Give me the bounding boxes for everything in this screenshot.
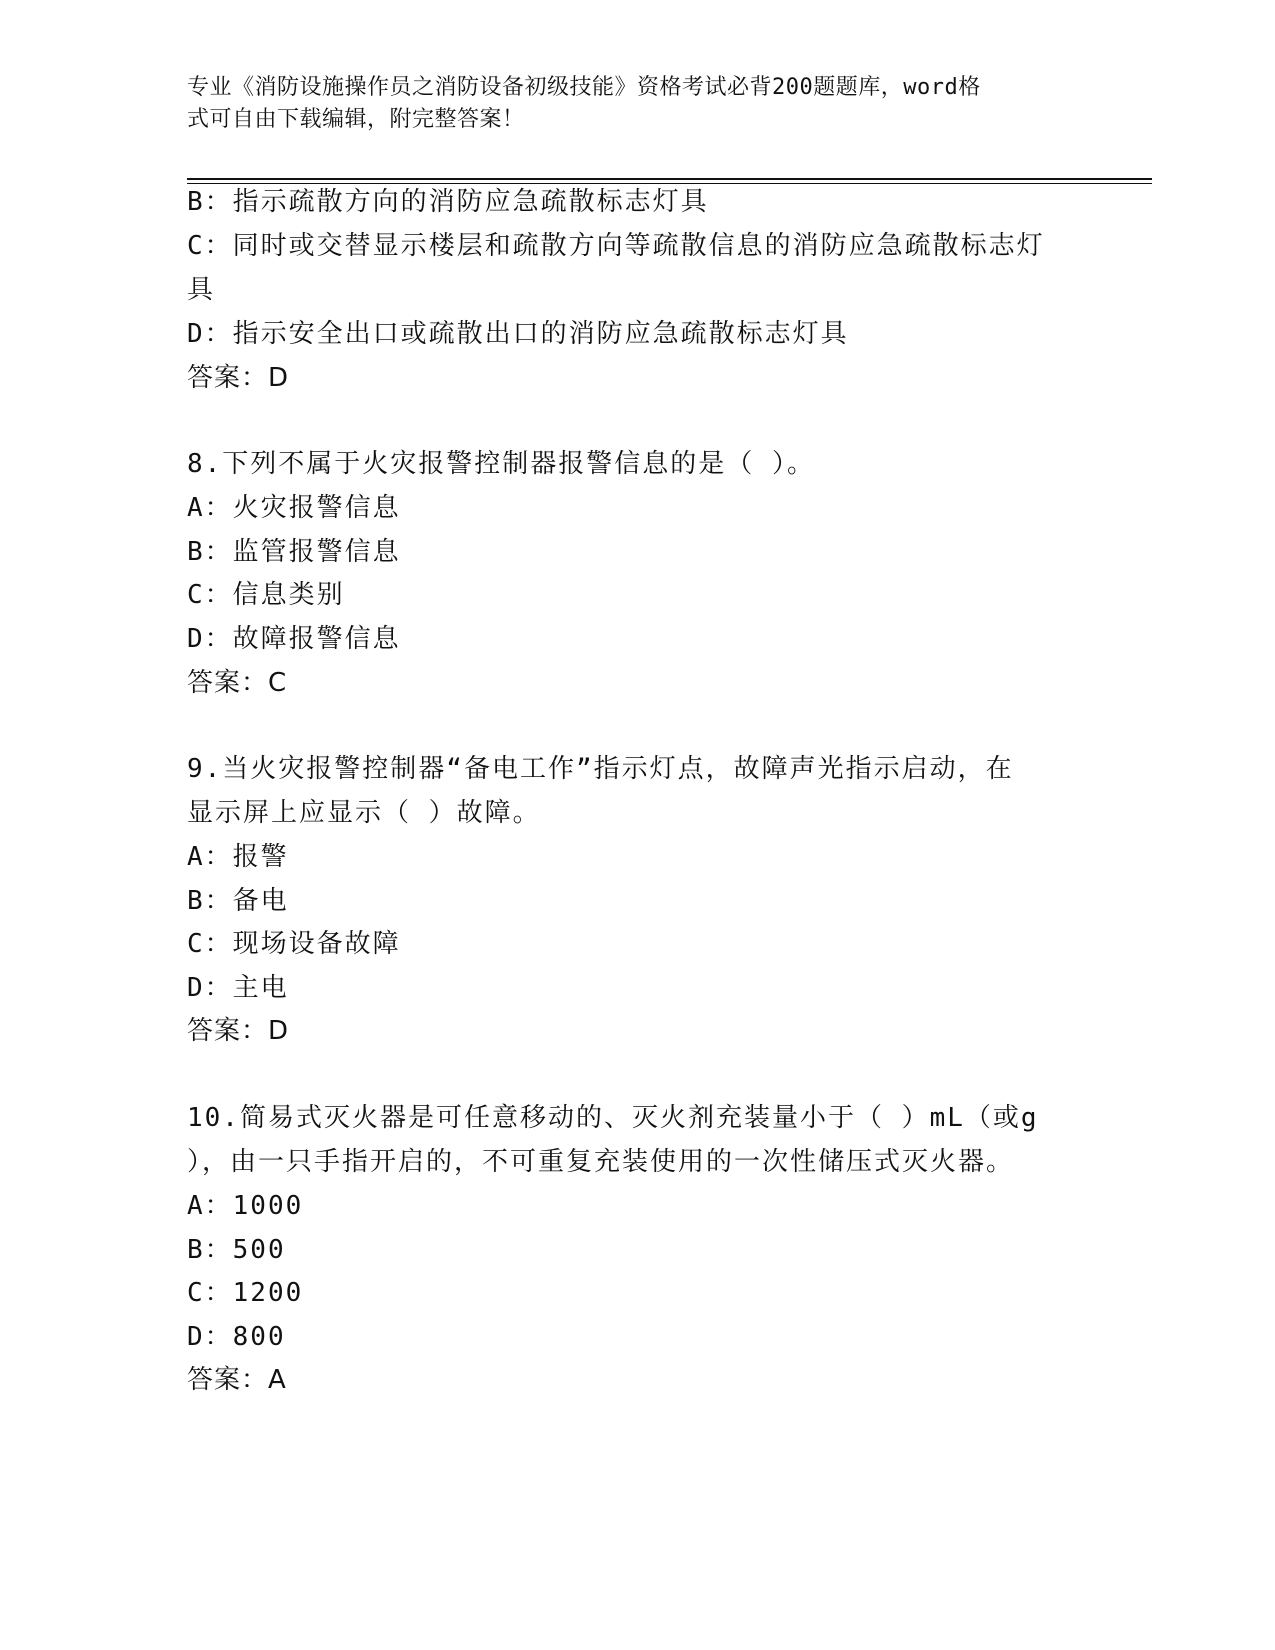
q9-option-c: C：现场设备故障 [187, 929, 401, 959]
q8-option-a: A：火灾报警信息 [187, 493, 401, 523]
q8-answer: 答案：C [187, 668, 288, 698]
q9-stem-line-1: 9.当火灾报警控制器“备电工作”指示灯点，故障声光指示启动，在 [187, 754, 1014, 784]
q9-stem-line-2: 显示屏上应显示（ ）故障。 [187, 798, 541, 828]
q10-option-c: C：1200 [187, 1278, 304, 1308]
q8-stem: 8.下列不属于火灾报警控制器报警信息的是（ ）。 [187, 449, 815, 479]
q9-option-a: A：报警 [187, 842, 289, 872]
q7-option-d: D：指示安全出口或疏散出口的消防应急疏散标志灯具 [187, 319, 849, 349]
q8-option-d: D：故障报警信息 [187, 624, 401, 654]
q8-option-c: C：信息类别 [187, 580, 345, 610]
q9-option-d: D：主电 [187, 973, 289, 1003]
q10-stem-line-2: ），由一只手指开启的，不可重复充装使用的一次性储压式灭火器。 [187, 1147, 1015, 1177]
header-line-2: 式可自由下载编辑，附完整答案！ [187, 107, 525, 132]
q10-option-a: A：1000 [187, 1191, 304, 1221]
q10-option-b: B：500 [187, 1235, 286, 1265]
header-divider-thick [187, 178, 1152, 180]
q7-option-c-line-1: C：同时或交替显示楼层和疏散方向等疏散信息的消防应急疏散标志灯 [187, 231, 1045, 261]
header-line-1: 专业《消防设施操作员之消防设备初级技能》资格考试必背200题题库，word格 [187, 75, 981, 100]
q9-option-b: B：备电 [187, 886, 289, 916]
q9-answer: 答案：D [187, 1016, 290, 1046]
q7-option-c-line-2: 具 [187, 275, 216, 305]
q8-option-b: B：监管报警信息 [187, 537, 401, 567]
q7-answer: 答案：D [187, 363, 290, 393]
q10-answer: 答案：A [187, 1365, 287, 1395]
q10-stem-line-1: 10.简易式灭火器是可任意移动的、灭火剂充装量小于（ ）mL（或g [187, 1103, 1039, 1133]
q7-option-b: B：指示疏散方向的消防应急疏散标志灯具 [187, 187, 709, 217]
document-header [187, 72, 1067, 136]
q10-option-d: D：800 [187, 1322, 286, 1352]
